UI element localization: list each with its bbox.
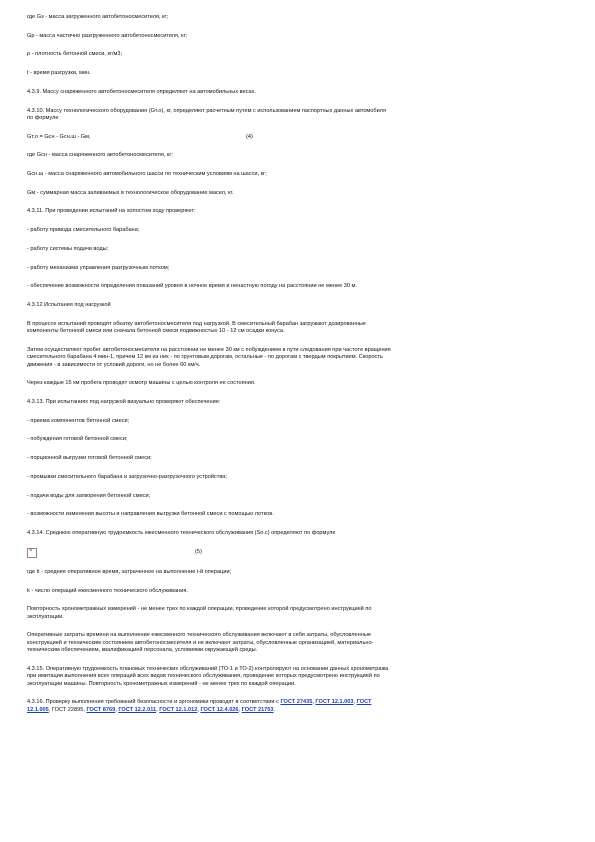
text-line: техническим обеспечением, квалификацией персонала, условиями окружающей среды. [27,647,258,654]
gost-link[interactable]: ГОСТ 21753 [241,706,274,713]
text-line: по формуле [27,114,59,121]
formula-text: Gт.о = Gсн - Gсн.ш - Gм, [27,133,91,140]
text-line: при имитации выполнения всех операций всех видов технического обслуживания, проведение которых предусмотрено инструкцией по [27,673,380,680]
paragraph [27,606,562,621]
list-item: - подачи воды для затворения бетонной смеси; [27,492,151,499]
text-line: Gм - суммарная масса заливаемых в технологическое оборудование масел, кг. [27,189,234,196]
text-line: Повторность хронометражных измерений - не менее трех по каждой операции, проведение которой предусмотрено инструкцией по [27,606,372,613]
gost-link[interactable]: ГОСТ [356,699,372,706]
gost-link[interactable]: ГОСТ 8769 [86,706,116,713]
text-line: конструкцией и техническим состоянием автобетоносмесителя и не включают затраты, обусловленные организацией, материально- [27,639,374,646]
list-item: - обеспечение возможности определения показаний уровня в ночное время и ненастную погоду на расстоянии не менее 30 м. [27,283,357,290]
gost-link[interactable]: ГОСТ 27435 [280,699,313,706]
text-line: 4.3.10. Массу технологического оборудования (Gт.о), кг, определяют расчетным путем с использованием паспортных данных автомобиля [27,107,387,114]
text-line: смесительного барабана 4 мин-1, причем 12 км из них - по грунтовым дорогам, остальные - по дорогам с твердым покрытием. Скорость [27,354,383,361]
text-line: 4.3.15. Оперативную трудоемкость плановых технических обслуживаний (ТО-1 и ТО-2) контролируют на основании данных хронометража [27,665,389,672]
text-line: где Gз - масса загруженного автобетоносмесителя, кг; [27,14,169,20]
list-item: - работу механизма управления разгрузочным лотком; [27,264,170,271]
text-line: где ti - среднее оперативное время, затраченное на выполнение i-й операции; [27,568,232,575]
list-item: - порционной выгрузки готовой бетонной смеси; [27,455,152,462]
gost-link[interactable]: ГОСТ 12.1.003 [315,699,354,706]
gost-reference: ГОСТ 22895 [51,706,84,713]
text-line: движения - в зависимости от условий дороги, но не более 60 км/ч. [27,361,201,368]
gost-link[interactable]: ГОСТ 12.1.012 [159,706,198,713]
clause-4-3-15 [27,666,562,688]
gost-link[interactable]: 12.1.005 [27,706,49,713]
text-line: компоненты бетонной смеси или сначала бетонной смеси подвижностью 10 - 12 см осадки конуса. [27,328,285,335]
clause-4-3-14: 4.3.14. Среднюю оперативную трудоемкость ежесменного технического обслуживания (Sо.с) определяют по формуле [27,529,336,536]
list-item: - возможности изменения высоты и направления выгрузки бетонной смеси с помощью лотков. [27,511,274,518]
list-item: - работу привода смесительного барабана; [27,227,140,234]
text-line: t - время разгрузки, мин. [27,70,91,77]
text-line: эксплуатации машины. Повторность хронометражных измерений - не менее трех по каждой операции. [27,680,296,687]
text-line: эксплуатации. [27,613,64,620]
text-line: ρ - плотность бетонной смеси, кг/м3; [27,51,123,58]
clause-4-3-16: 4.3.16. Проверку выполнения требований безопасности и эргономики проводят в соответствии с ГОСТ 27435, ГОСТ 12.1.003, ГОСТ 12.1.005, ГОСТ 22895, ГОСТ 8769, ГОСТ 12.2.011, ГОСТ 12.1.012, ГОСТ 12.4.026, ГОСТ 21753. [27,699,372,713]
list-item: - промывки смесительного барабана и загрузочно-разгрузочного устройства; [27,473,227,480]
formula-number: (5) [195,549,202,556]
heading-text: 4.3.12 Испытания под нагрузкой [27,301,111,308]
clause-4-3-10 [27,108,562,123]
paragraph [27,347,562,369]
text-line: Через каждые 15 км пробега проводят осмотр машины с целью контроля ее состояния. [27,380,256,387]
clause-4-3-11: 4.3.11. При проведении испытаний на холостом ходу проверяют: [27,208,196,215]
text-line: 4.3.16. Проверку выполнения требований безопасности и эргономики проводят в соответствии с [27,699,279,706]
paragraph [27,632,562,654]
text-line: где Gсн - масса снаряженного автобетоносмесителя, кг; [27,152,173,159]
clause-4-3-12-heading [27,302,562,309]
text-line: Оперативные затраты времени на выполнение ежесменного технического обслуживания включают в себя затраты, обусловленные [27,632,371,639]
list-item: - приема компонентов бетонной смеси; [27,417,130,424]
text-line: Gсн.ш - масса снаряженного автомобильного шасси по техническим условиям на шасси, кг; [27,171,267,178]
gost-link[interactable]: ГОСТ 12.4.026 [200,706,239,713]
list-item: - работу системы подачи воды; [27,245,109,252]
text-line: В процессе испытаний проводят обкатку автобетоносмесителя под нагрузкой. В смесительный барабан загружают дозированные [27,320,366,327]
list-item: - побуждения готовой бетонной смеси; [27,436,128,443]
broken-image-icon: × [27,548,37,558]
text-line: k - число операций ежесменного технического обслуживания. [27,587,188,594]
clause-4-3-9: 4.3.9. Массу снаряженного автобетоносмесителя определяют на автомобильных весах. [27,88,256,95]
text-line: Затем осуществляют пробег автобетоносмесителя на расстоянии не менее 30 км с побуждением в пути следования при частоте вращения [27,346,391,353]
clause-4-3-13: 4.3.13. При испытаниях под нагрузкой визуально проверяют обеспечение: [27,398,221,405]
formula-5 [27,549,562,558]
text-line: Gр - масса частично разгруженного автобетоносмесителя, кг; [27,32,188,39]
document-page [27,14,562,714]
formula-4 [27,134,562,141]
formula-number: (4) [246,133,253,140]
gost-link[interactable]: ГОСТ 12.2.011 [118,706,157,713]
paragraph [27,321,562,336]
